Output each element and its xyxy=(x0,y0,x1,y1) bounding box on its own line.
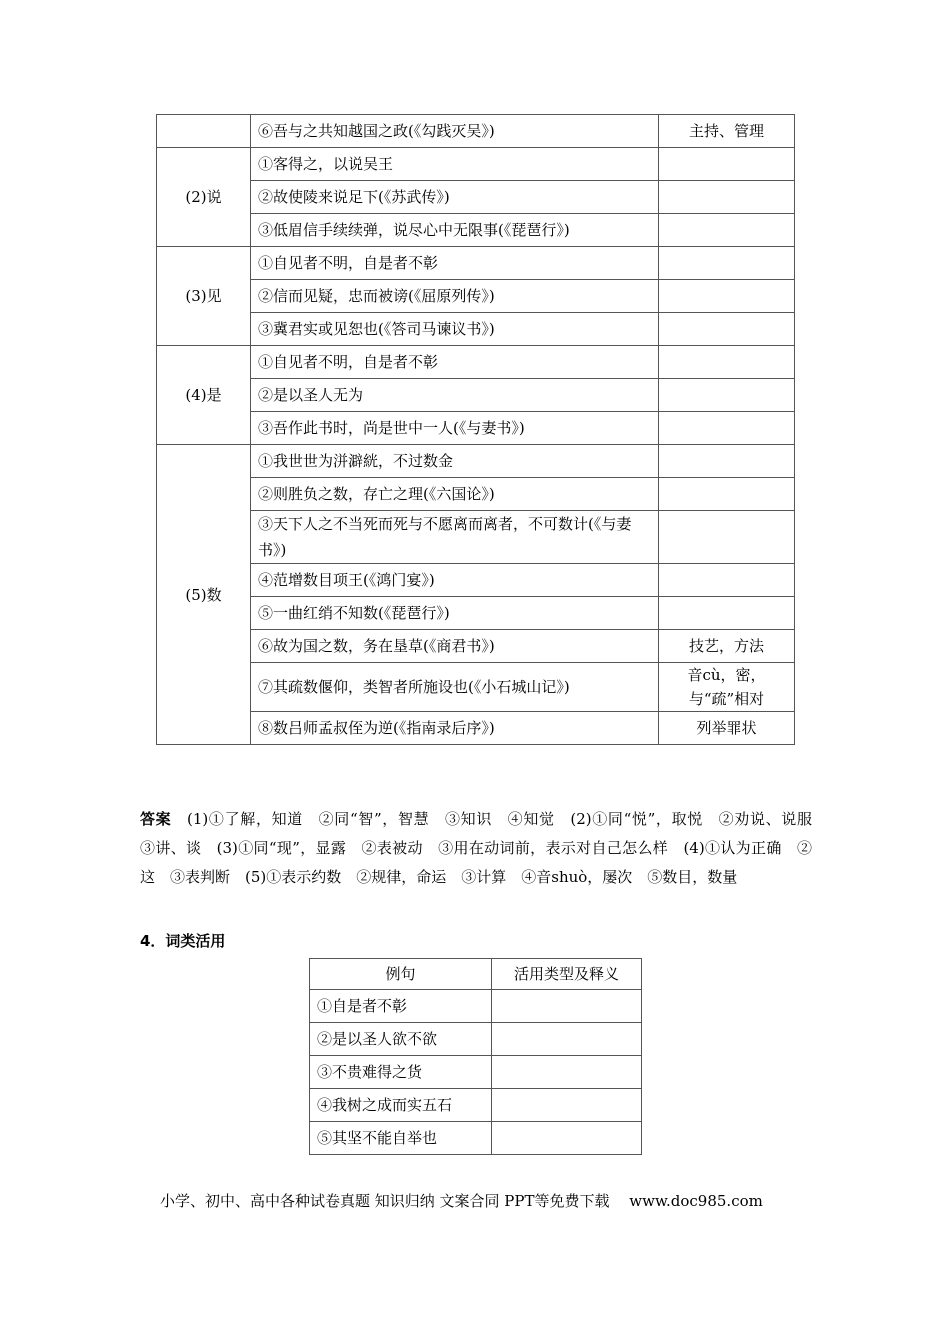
example-cell: ③吾作此书时，尚是世中一人(《与妻书》) xyxy=(251,412,659,445)
example-cell: ②则胜负之数，存亡之理(《六国论》) xyxy=(251,478,659,511)
table-row xyxy=(157,148,795,181)
meaning-cell xyxy=(659,181,795,214)
answer-text: (1)①了解，知道 ②同“智”，智慧 ③知识 ④知觉 (2)①同“悦”，取悦 ②劝说、说服 ③讲、谈 (3)①同“现”，显露 ②表被动 ③用在动词前，表示对自己怎么样 (4)①认为正确 ②这 ③表判断 (5)①表示约数 ②规律，命运 ③计算 ④音shuò，屡次 ⑤数目，数量 xyxy=(140,810,827,886)
example-cell: ③冀君实或见恕也(《答司马谏议书》) xyxy=(251,313,659,346)
example-cell: ④范增数目项王(《鸿门宴》) xyxy=(251,564,659,597)
table-row xyxy=(310,1056,642,1089)
meaning-cell: 音cù，密，与“疏”相对 xyxy=(659,663,795,712)
word-cell: (2)说 xyxy=(157,148,251,247)
example-cell: ③天下人之不当死而死与不愿离而离者，不可数计(《与妻书》) xyxy=(251,511,659,564)
meaning-cell xyxy=(659,346,795,379)
word-cell: (5)数 xyxy=(157,445,251,745)
table-row xyxy=(157,597,795,630)
usage-example-cell: ⑤其坚不能自举也 xyxy=(310,1122,492,1155)
table-row xyxy=(157,564,795,597)
meaning-cell: 技艺，方法 xyxy=(659,630,795,663)
table-row xyxy=(157,712,795,745)
table-row xyxy=(310,1023,642,1056)
example-cell: ①自见者不明，自是者不彰 xyxy=(251,247,659,280)
usage-example-cell: ④我树之成而实五石 xyxy=(310,1089,492,1122)
table-row xyxy=(310,1089,642,1122)
example-cell: ③低眉信手续续弹，说尽心中无限事(《琵琶行》) xyxy=(251,214,659,247)
usage-example-cell: ③不贵难得之货 xyxy=(310,1056,492,1089)
table-row xyxy=(157,280,795,313)
usage-meaning-cell xyxy=(492,1089,642,1122)
table-row xyxy=(157,346,795,379)
usage-meaning-cell xyxy=(492,1056,642,1089)
table-row xyxy=(310,990,642,1023)
usage-meaning-cell xyxy=(492,990,642,1023)
answer-paragraph xyxy=(140,805,827,892)
meaning-cell xyxy=(659,511,795,564)
example-cell: ①自见者不明，自是者不彰 xyxy=(251,346,659,379)
meaning-cell xyxy=(659,445,795,478)
table-row xyxy=(310,1122,642,1155)
table-row xyxy=(157,478,795,511)
meaning-cell xyxy=(659,564,795,597)
word-usage-table xyxy=(309,958,642,1155)
table-row xyxy=(157,445,795,478)
word-cell: (4)是 xyxy=(157,346,251,445)
word-cell: (3)见 xyxy=(157,247,251,346)
example-cell: ①客得之，以说吴王 xyxy=(251,148,659,181)
example-cell: ②信而见疑，忠而被谤(《屈原列传》) xyxy=(251,280,659,313)
example-cell: ⑦其疏数偃仰，类智者所施设也(《小石城山记》) xyxy=(251,663,659,712)
table-row xyxy=(157,115,795,148)
example-cell: ⑥吾与之共知越国之政(《勾践灭吴》) xyxy=(251,115,659,148)
word-cell xyxy=(157,115,251,148)
usage-meaning-cell xyxy=(492,1122,642,1155)
answer-label: 答案 xyxy=(140,810,172,828)
example-cell: ②故使陵来说足下(《苏武传》) xyxy=(251,181,659,214)
table-row xyxy=(157,379,795,412)
meaning-cell xyxy=(659,478,795,511)
usage-example-cell: ①自是者不彰 xyxy=(310,990,492,1023)
meaning-cell xyxy=(659,597,795,630)
table-row xyxy=(157,214,795,247)
meaning-cell xyxy=(659,247,795,280)
table-row xyxy=(157,181,795,214)
example-cell: ①我世世为洴澼絖，不过数金 xyxy=(251,445,659,478)
usage-header-meaning: 活用类型及释义 xyxy=(492,959,642,990)
section-heading: 4．词类活用 xyxy=(140,932,226,950)
meaning-cell xyxy=(659,412,795,445)
example-cell: ②是以圣人无为 xyxy=(251,379,659,412)
example-cell: ⑤一曲红绡不知数(《琵琶行》) xyxy=(251,597,659,630)
example-cell: ⑥故为国之数，务在垦草(《商君书》) xyxy=(251,630,659,663)
usage-example-cell: ②是以圣人欲不欲 xyxy=(310,1023,492,1056)
meaning-cell xyxy=(659,313,795,346)
meaning-cell xyxy=(659,214,795,247)
meaning-cell: 列举罪状 xyxy=(659,712,795,745)
meaning-cell xyxy=(659,148,795,181)
table-row xyxy=(157,313,795,346)
table-row xyxy=(157,247,795,280)
example-cell: ⑧数吕师孟叔侄为逆(《指南录后序》) xyxy=(251,712,659,745)
meaning-cell xyxy=(659,280,795,313)
meaning-cell xyxy=(659,379,795,412)
page-footer: 小学、初中、高中各种试卷真题 知识归纳 文案合同 PPT等免费下载 www.doc985.com xyxy=(160,1192,763,1210)
table-row xyxy=(157,630,795,663)
word-meaning-table xyxy=(156,114,795,745)
table-row xyxy=(157,412,795,445)
usage-meaning-cell xyxy=(492,1023,642,1056)
table-row xyxy=(157,511,795,564)
table-row xyxy=(157,663,795,712)
meaning-cell: 主持、管理 xyxy=(659,115,795,148)
usage-header-example: 例句 xyxy=(310,959,492,990)
